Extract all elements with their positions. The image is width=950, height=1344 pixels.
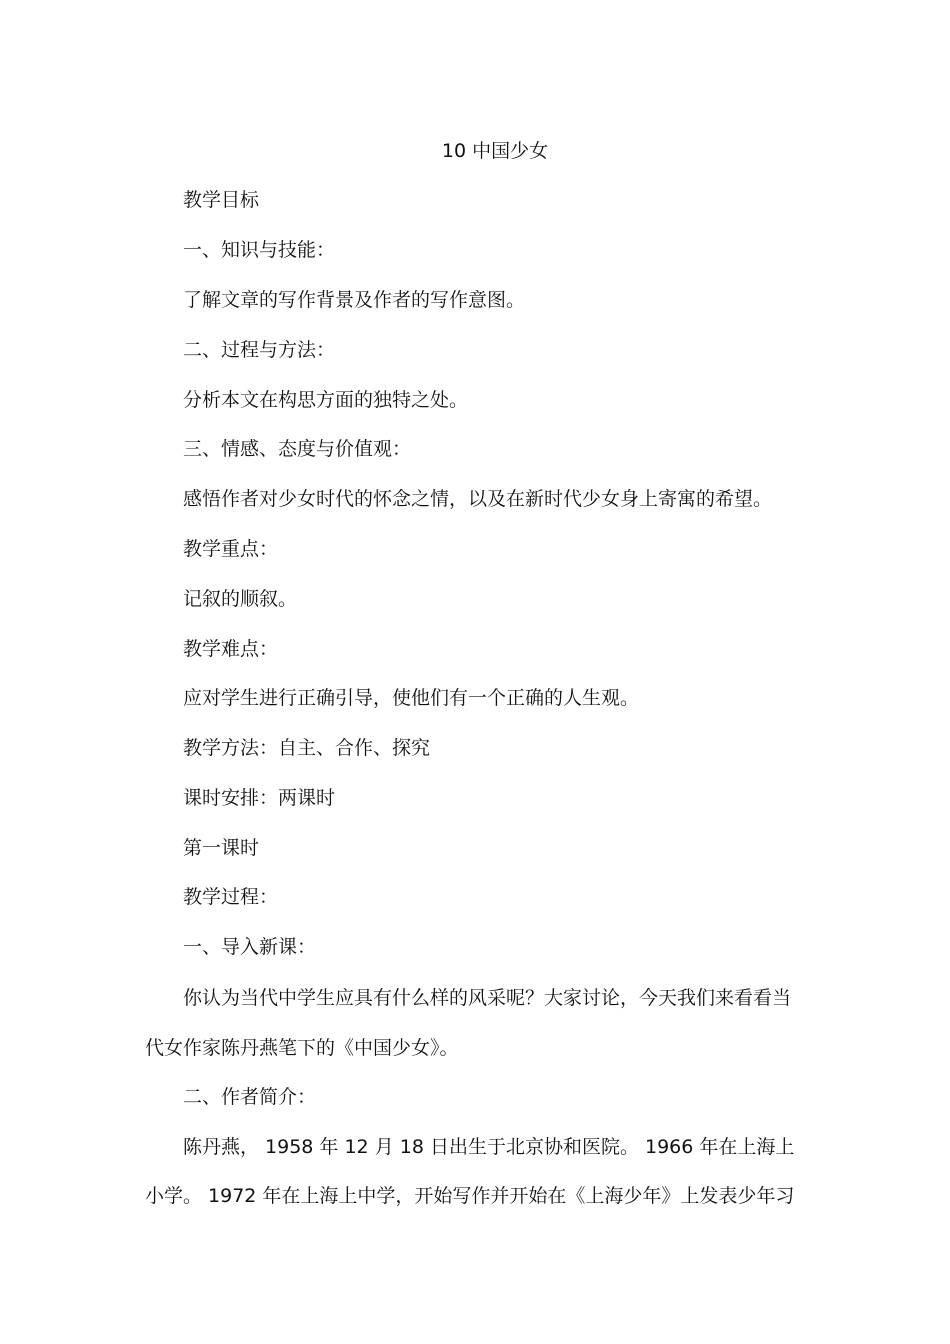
paragraph: 分析本文在构思方面的独特之处。 xyxy=(183,389,469,411)
subsection-heading: 三、情感、态度与价值观： xyxy=(183,438,412,460)
subsection-heading: 二、作者简介： xyxy=(183,1086,317,1108)
paragraph-continuation: 代女作家陈丹燕笔下的《中国少女》。 xyxy=(145,1037,459,1059)
paragraph: 教学方法：自主、合作、探究 xyxy=(183,737,431,759)
section-heading: 教学难点： xyxy=(183,638,279,660)
paragraph: 你认为当代中学生应具有什么样的风采呢？大家讨论，今天我们来看看当 xyxy=(183,987,792,1009)
section-heading: 第一课时 xyxy=(183,837,260,859)
paragraph: 了解文章的写作背景及作者的写作意图。 xyxy=(183,289,526,311)
paragraph: 课时安排：两课时 xyxy=(183,787,336,809)
subsection-heading: 二、过程与方法： xyxy=(183,339,336,361)
subsection-heading: 一、导入新课： xyxy=(183,936,317,958)
paragraph: 感悟作者对少女时代的怀念之情，以及在新时代少女身上寄寓的希望。 xyxy=(183,488,773,510)
subsection-heading: 一、知识与技能： xyxy=(183,239,336,261)
paragraph-continuation: 小学。 1972 年在上海上中学，开始写作并开始在《上海少年》上发表少年习 xyxy=(145,1185,795,1207)
section-heading: 教学重点： xyxy=(183,538,279,560)
section-heading: 教学过程： xyxy=(183,886,279,908)
section-heading: 教学目标 xyxy=(183,189,260,211)
document-title: 10 中国少女 xyxy=(441,140,549,162)
paragraph: 应对学生进行正确引导，使他们有一个正确的人生观。 xyxy=(183,687,640,709)
paragraph: 陈丹燕， 1958 年 12 月 18 日出生于北京协和医院。 1966 年在上海上 xyxy=(183,1136,795,1158)
paragraph: 记叙的顺叙。 xyxy=(183,588,298,610)
